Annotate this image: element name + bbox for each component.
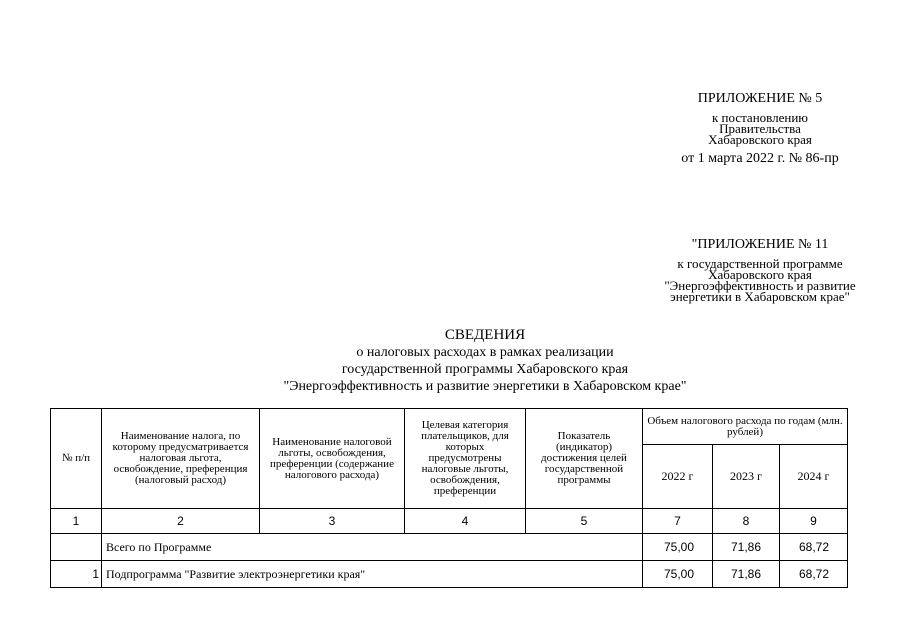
row-name: Всего по Программе (102, 534, 643, 561)
row-index: 1 (51, 561, 102, 588)
appendix-5-line: Правительства (719, 121, 801, 136)
header-indicator: Показатель (индикатор) достижения целей государственной программы (526, 409, 643, 509)
table-row (51, 534, 848, 561)
appendix-11-line: Хабаровского края (708, 267, 812, 282)
appendix-5-date: от 1 марта 2022 г. № 86-пр (681, 151, 839, 166)
header-tax: Наименование налога, по которому предусматривается налоговая льгота, освобождение, преференция (налоговый расход) (102, 409, 260, 509)
row-name: Подпрограмма "Развитие электроэнергетики края" (102, 561, 643, 588)
tax-expenditure-table (50, 408, 848, 588)
document-title-line: государственной программы Хабаровского края (341, 362, 629, 377)
appendix-11-header (640, 236, 880, 302)
column-number: 9 (780, 509, 848, 534)
appendix-5-header (645, 90, 875, 164)
row-value: 68,72 (780, 561, 848, 588)
row-index (51, 534, 102, 561)
document-title-line: "Энергоэффективность и развитие энергетики в Хабаровском крае" (283, 379, 687, 394)
header-category: Целевая категория плательщиков, для которых предусмотрены налоговые льготы, освобождения, преференции (405, 409, 526, 509)
header-year: 2022 г (643, 445, 713, 509)
appendix-5-line: к постановлению (711, 110, 809, 125)
header-year: 2024 г (780, 445, 848, 509)
appendix-11-line: "Энергоэффективность и развитие (664, 278, 856, 293)
row-value: 68,72 (780, 534, 848, 561)
column-number: 4 (405, 509, 526, 534)
column-number-row (51, 509, 848, 534)
column-number: 2 (102, 509, 260, 534)
header-benefit: Наименование налоговой льготы, освобождения, преференции (содержание налогового расхода) (260, 409, 405, 509)
row-value: 75,00 (643, 561, 713, 588)
appendix-5-title: ПРИЛОЖЕНИЕ № 5 (697, 91, 823, 106)
header-year: 2023 г (713, 445, 780, 509)
appendix-11-line: энергетики в Хабаровском крае" (670, 289, 850, 304)
row-value: 71,86 (713, 561, 780, 588)
table-row (51, 561, 848, 588)
header-num: № п/п (51, 409, 102, 509)
appendix-11-line: к государственной программе (677, 256, 843, 271)
document-title-line: о налоговых расходах в рамках реализации (356, 345, 614, 360)
column-number: 3 (260, 509, 405, 534)
document-title (140, 326, 830, 395)
header-volume: Объем налогового расхода по годам (млн. рублей) (643, 409, 848, 445)
column-number: 1 (51, 509, 102, 534)
column-number: 7 (643, 509, 713, 534)
column-number: 8 (713, 509, 780, 534)
appendix-11-title: "ПРИЛОЖЕНИЕ № 11 (691, 237, 829, 252)
appendix-5-line: Хабаровского края (708, 132, 812, 147)
row-value: 71,86 (713, 534, 780, 561)
column-number: 5 (526, 509, 643, 534)
document-title-heading: СВЕДЕНИЯ (444, 327, 526, 343)
row-value: 75,00 (643, 534, 713, 561)
